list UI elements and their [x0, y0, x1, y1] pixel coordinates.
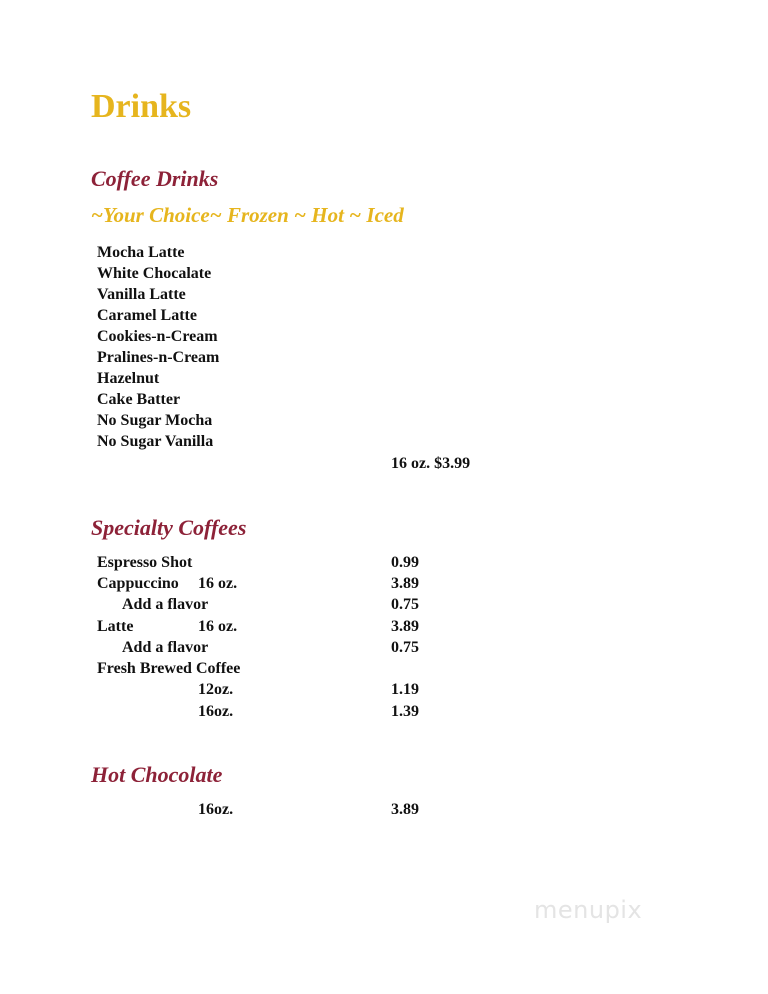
page-title: Drinks	[91, 88, 192, 125]
coffee-item: No Sugar Mocha	[97, 412, 213, 429]
coffee-item: Hazelnut	[97, 370, 160, 387]
menu-item-name: Latte	[97, 618, 134, 635]
menu-item-price: 1.39	[391, 703, 419, 720]
menu-item-price: 1.19	[391, 681, 419, 698]
menu-item-price: 0.75	[391, 639, 419, 656]
coffee-price: 16 oz. $3.99	[391, 455, 471, 472]
menu-item-size: 12oz.	[198, 681, 234, 698]
menu-item-size: 16oz.	[198, 703, 234, 720]
menu-item-price: 0.99	[391, 554, 419, 571]
coffee-item: Mocha Latte	[97, 244, 185, 261]
menu-item-name: Espresso Shot	[97, 554, 193, 571]
coffee-item: White Chocalate	[97, 265, 212, 282]
coffee-item: Cake Batter	[97, 391, 181, 408]
menu-item-price: 3.89	[391, 575, 419, 592]
menu-item-price: 3.89	[391, 618, 419, 635]
coffee-item: Caramel Latte	[97, 307, 197, 324]
hot-chocolate-price: 3.89	[391, 801, 419, 818]
coffee-drinks-subtitle: ~Your Choice~ Frozen ~ Hot ~ Iced	[91, 203, 404, 227]
menu-item-name: Add a flavor	[122, 596, 209, 613]
menu-item-name: Cappuccino	[97, 575, 179, 592]
menu-item-price: 0.75	[391, 596, 419, 613]
coffee-item: Vanilla Latte	[97, 286, 186, 303]
coffee-item: No Sugar Vanilla	[97, 433, 214, 450]
watermark-logo: menupix	[534, 896, 643, 924]
menu-item-name: Add a flavor	[122, 639, 209, 656]
specialty-coffees-heading: Specialty Coffees	[91, 515, 247, 540]
coffee-drinks-heading: Coffee Drinks	[91, 166, 219, 191]
menu-item-size: 16 oz.	[198, 575, 238, 592]
hot-chocolate-size: 16oz.	[198, 801, 234, 818]
coffee-item: Cookies-n-Cream	[97, 328, 218, 345]
menu-item-size: 16 oz.	[198, 618, 238, 635]
hot-chocolate-heading: Hot Chocolate	[91, 762, 223, 787]
coffee-item: Pralines-n-Cream	[97, 349, 220, 366]
menu-item-name: Fresh Brewed Coffee	[97, 660, 241, 677]
